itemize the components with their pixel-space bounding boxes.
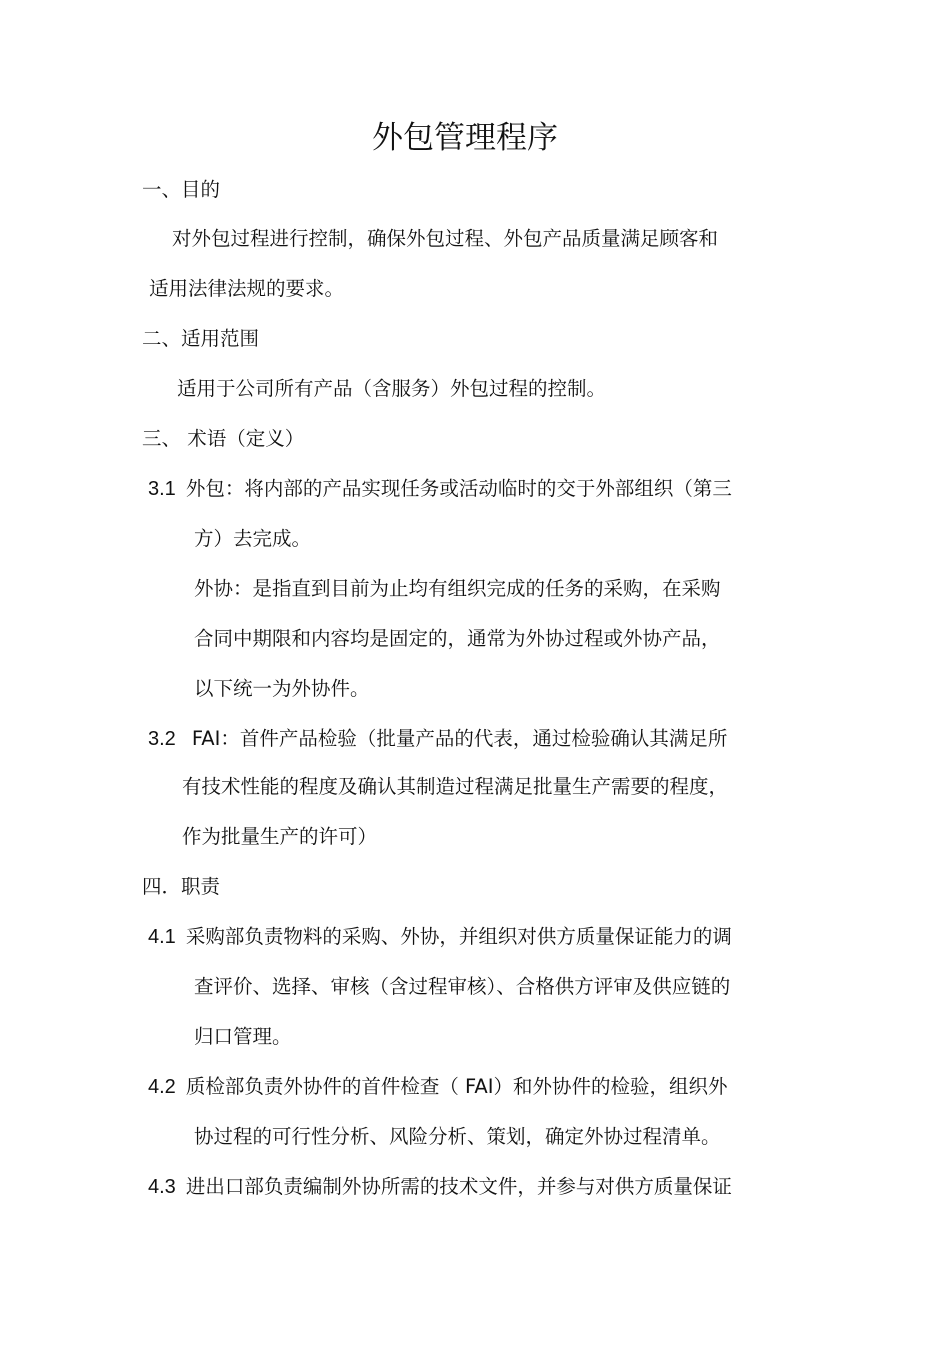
term-3-1-number: 3.1 bbox=[148, 478, 176, 500]
term-3-1-line-3: 外协：是指直到目前为止均有组织完成的任务的采购，在采购 bbox=[194, 577, 721, 600]
term-3-1-line-5: 以下统一为外协件。 bbox=[194, 677, 370, 700]
term-3-2-number: 3.2 bbox=[148, 728, 176, 750]
duty-4-3-text: 进出口部负责编制外协所需的技术文件，并参与对供方质量保证 bbox=[185, 1175, 732, 1198]
purpose-text-line-1: 对外包过程进行控制，确保外包过程、外包产品质量满足顾客和 bbox=[172, 227, 719, 250]
scope-text-line-1: 适用于公司所有产品（含服务）外包过程的控制。 bbox=[177, 377, 607, 400]
duty-4-1-number: 4.1 bbox=[148, 926, 176, 948]
duty-4-3-line-1 bbox=[148, 1173, 732, 1201]
duty-4-2-line-2: 协过程的可行性分析、风险分析、策划，确定外协过程清单。 bbox=[194, 1125, 721, 1148]
duty-4-1-line-2: 查评价、选择、审核（含过程审核）、合格供方评审及供应链的 bbox=[194, 975, 731, 998]
duty-4-2-text: 质检部负责外协件的首件检查（ FAI）和外协件的检验，组织外 bbox=[185, 1075, 728, 1098]
term-3-2-line-2: 有技术性能的程度及确认其制造过程满足批量生产需要的程度， bbox=[182, 775, 729, 798]
term-3-1-text: 外包：将内部的产品实现任务或活动临时的交于外部组织（第三 bbox=[185, 477, 732, 500]
duty-4-1-text: 采购部负责物料的采购、外协，并组织对供方质量保证能力的调 bbox=[185, 925, 732, 948]
term-3-1-line-2: 方）去完成。 bbox=[194, 527, 312, 550]
term-3-2-line-1 bbox=[148, 725, 727, 753]
term-3-1-line-4: 合同中期限和内容均是固定的，通常为外协过程或外协产品， bbox=[194, 627, 721, 650]
term-3-2-line-3: 作为批量生产的许可） bbox=[182, 825, 378, 848]
purpose-text-line-2: 适用法律法规的要求。 bbox=[149, 277, 345, 300]
section-heading-purpose: 一、目的 bbox=[142, 178, 221, 201]
duty-4-2-number: 4.2 bbox=[148, 1076, 176, 1098]
term-3-1-line-1 bbox=[148, 475, 732, 503]
document-title: 外包管理程序 bbox=[372, 120, 558, 156]
term-3-2-text: FAI：首件产品检验（批量产品的代表，通过检验确认其满足所 bbox=[191, 727, 728, 750]
section-heading-duties: 四．职责 bbox=[142, 875, 221, 898]
section-heading-scope: 二、适用范围 bbox=[142, 327, 260, 350]
duty-4-3-number: 4.3 bbox=[148, 1176, 176, 1198]
duty-4-2-line-1 bbox=[148, 1073, 728, 1101]
section-heading-terms: 三、 术语（定义） bbox=[142, 427, 305, 450]
duty-4-1-line-1 bbox=[148, 923, 732, 951]
duty-4-1-line-3: 归口管理。 bbox=[194, 1025, 292, 1048]
